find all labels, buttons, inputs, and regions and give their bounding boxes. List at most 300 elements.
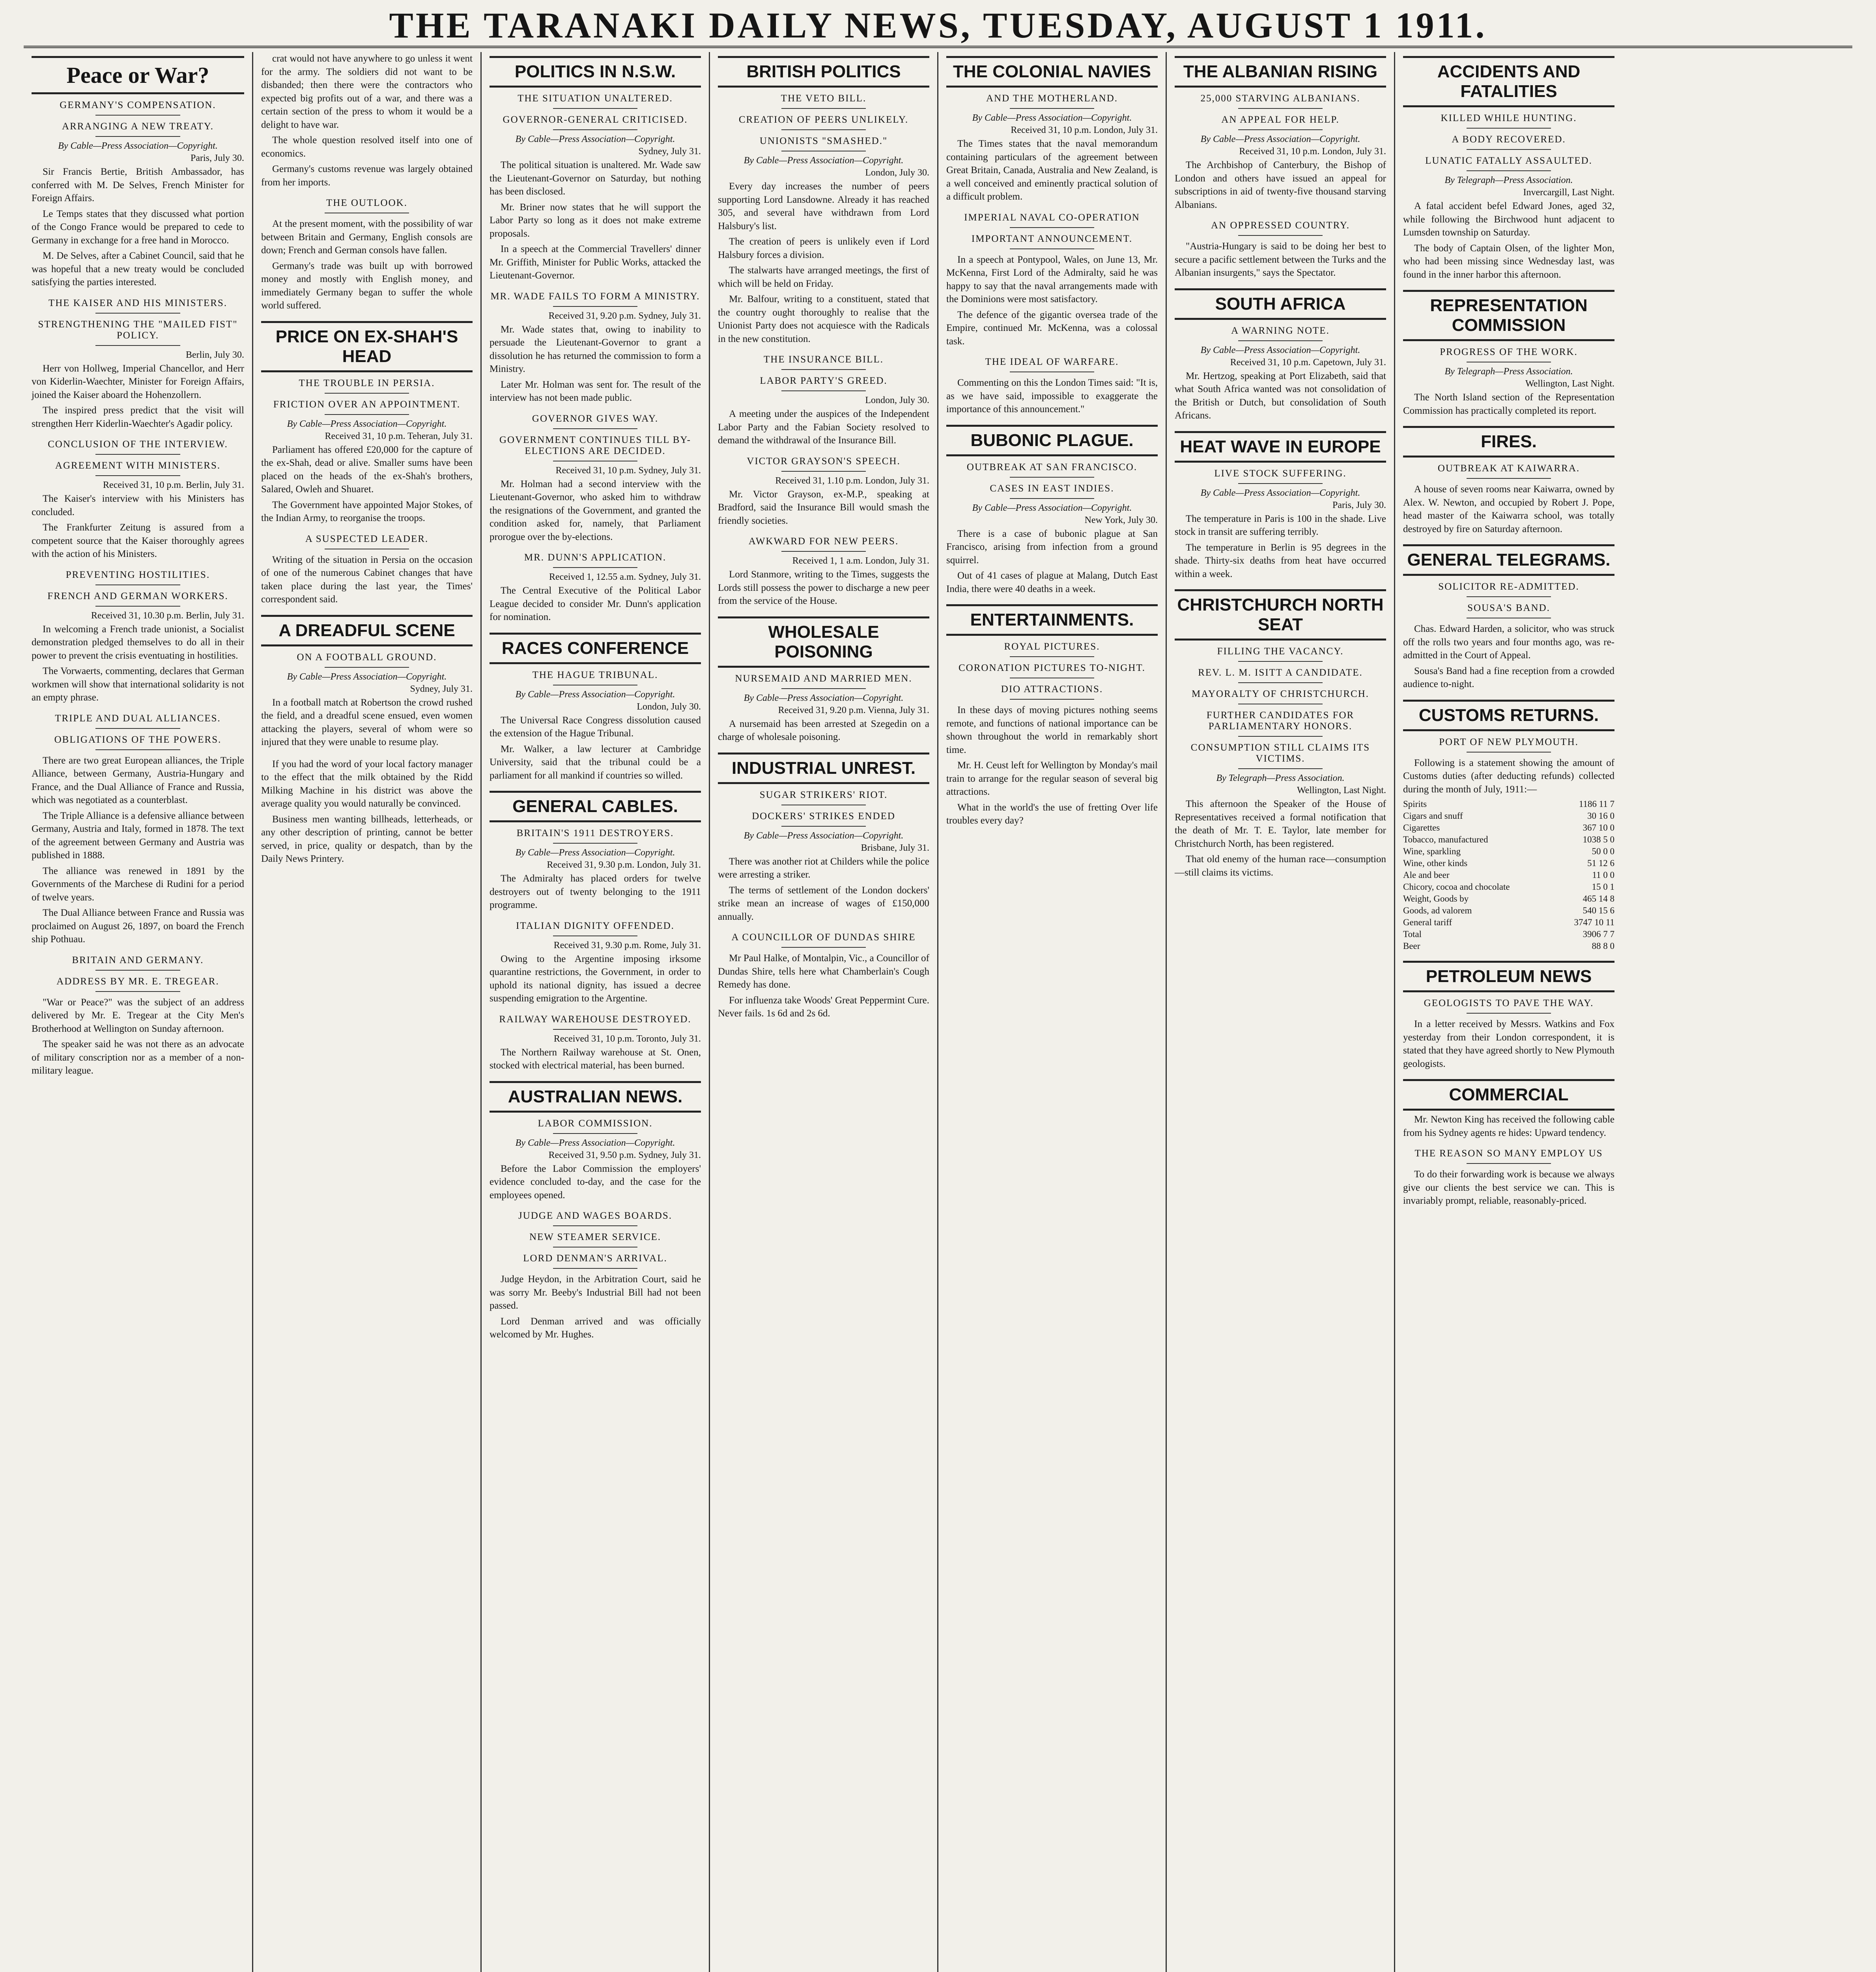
story-paragraph: What in the world's the use of fretting Over life troubles every day? bbox=[946, 802, 1158, 826]
story-subheading: PROGRESS OF THE WORK. bbox=[1440, 347, 1578, 357]
story-paragraph: The temperature in Paris is 100 in the shade. Live stock in transit are suffering terribly. bbox=[1175, 513, 1386, 537]
column-5 bbox=[937, 52, 1166, 1972]
story-dateline: By Cable—Press Association—Copyright. bbox=[1200, 134, 1360, 144]
column-4 bbox=[709, 52, 937, 1972]
table-cell-item: Cigars and snuff bbox=[1403, 811, 1463, 821]
story-dateline: By Cable—Press Association—Copyright. bbox=[1200, 345, 1360, 355]
story-subheading: GOVERNMENT CONTINUES TILL BY-ELECTIONS ARE DECIDED. bbox=[499, 434, 691, 456]
story bbox=[490, 633, 701, 782]
divider-rule bbox=[781, 129, 866, 130]
story-paragraph: Commenting on this the London Times said: "It is, as we have said, impossible to exaggerate the importance of this announcement." bbox=[946, 377, 1158, 415]
table-row bbox=[1403, 905, 1614, 917]
story-place-date: Received 31, 9.30 p.m. London, July 31. bbox=[547, 860, 701, 870]
divider-rule bbox=[1238, 235, 1323, 236]
story bbox=[490, 1014, 701, 1072]
table-cell-item: Goods, ad valorem bbox=[1403, 906, 1472, 915]
story-subheading: ADDRESS BY MR. E. TREGEAR. bbox=[56, 976, 219, 987]
story-subheading: UNIONISTS "SMASHED." bbox=[759, 136, 888, 146]
story-place-date: London, July 30. bbox=[865, 395, 929, 405]
story-headline: CUSTOMS RETURNS. bbox=[1403, 700, 1614, 731]
story-subheading: A WARNING NOTE. bbox=[1231, 325, 1330, 336]
story-subheading: ITALIAN DIGNITY OFFENDED. bbox=[516, 920, 675, 931]
story-subheading: THE INSURANCE BILL. bbox=[764, 354, 884, 365]
story-headline: Peace or War? bbox=[32, 56, 244, 94]
divider-rule bbox=[781, 471, 866, 472]
story-headline: ENTERTAINMENTS. bbox=[946, 604, 1158, 636]
divider-rule bbox=[325, 393, 409, 394]
story bbox=[261, 52, 473, 189]
story-dateline: By Telegraph—Press Association. bbox=[1216, 773, 1345, 783]
divider-rule bbox=[1010, 498, 1094, 499]
story-paragraph: That old enemy of the human race—consumption—still claims its victims. bbox=[1175, 854, 1386, 878]
story bbox=[1175, 56, 1386, 211]
story-headline: SOUTH AFRICA bbox=[1175, 288, 1386, 320]
story bbox=[718, 753, 929, 924]
story-paragraph: Following is a statement showing the amount of Customs duties (after deducting refunds) collected during the month of July, 1911:— bbox=[1403, 757, 1614, 795]
story-place-date: Wellington, Last Night. bbox=[1297, 785, 1386, 796]
story-subheading: FURTHER CANDIDATES FOR PARLIAMENTARY HONORS. bbox=[1206, 710, 1355, 732]
table-row bbox=[1403, 893, 1614, 905]
story-paragraph: Out of 41 cases of plague at Malang, Dutch East India, there were 40 deaths in a week. bbox=[946, 570, 1158, 594]
divider-rule bbox=[95, 475, 181, 476]
story-place-date: Paris, July 30. bbox=[1332, 500, 1386, 510]
story-place-date: Brisbane, July 31. bbox=[861, 842, 929, 853]
story-dateline: By Cable—Press Association—Copyright. bbox=[972, 113, 1132, 123]
story-subheading: THE OUTLOOK. bbox=[326, 198, 407, 208]
story-paragraph: Mr. Wade states that, owing to inability to persuade the Lieutenant-Governor to grant a dissolution he has returned the commission to form a Ministry. bbox=[490, 324, 701, 374]
story-subheading: BRITAIN'S 1911 DESTROYERS. bbox=[516, 828, 674, 838]
table-cell-item: General tariff bbox=[1403, 917, 1452, 927]
divider-rule bbox=[1010, 227, 1094, 228]
divider-rule bbox=[95, 136, 181, 137]
story-subheading: OUTBREAK AT KAIWARRA. bbox=[1437, 463, 1580, 474]
masthead-title: THE TARANAKI DAILY NEWS, TUESDAY, AUGUST 1 1911. bbox=[389, 5, 1487, 45]
story-paragraph: In a football match at Robertson the crowd rushed the field, and a dreadful scene ensued, even women attacking the players, several of whom were so injured that they were unable to resume play. bbox=[261, 697, 473, 747]
story-dateline: By Cable—Press Association—Copyright. bbox=[744, 693, 904, 703]
story-subheading: IMPORTANT ANNOUNCEMENT. bbox=[971, 233, 1133, 244]
story bbox=[1175, 288, 1386, 422]
story bbox=[1403, 56, 1614, 281]
story-place-date: New York, July 30. bbox=[1084, 515, 1158, 525]
divider-rule bbox=[1467, 752, 1551, 753]
story-place-date: Received 31, 10 p.m. Toronto, July 31. bbox=[553, 1033, 701, 1044]
story-paragraph: Le Temps states that they discussed what portion of the Congo France would be prepared to cede to Germany in exchange for a free hand in Morocco. bbox=[32, 208, 244, 246]
story-dateline: By Cable—Press Association—Copyright. bbox=[515, 848, 675, 858]
story-headline: CHRISTCHURCH NORTH SEAT bbox=[1175, 589, 1386, 641]
story-subheading: LORD DENMAN'S ARRIVAL. bbox=[523, 1253, 667, 1264]
story-subheading: ARRANGING A NEW TREATY. bbox=[62, 121, 214, 132]
story bbox=[490, 921, 701, 1005]
column-3 bbox=[480, 52, 709, 1972]
story-paragraph: The stalwarts have arranged meetings, the first of which will be held on Friday. bbox=[718, 265, 929, 289]
story-paragraph: Every day increases the number of peers supporting Lord Lansdowne. Already it has reached 305, and several have withdrawn from Lord Halsbury's list. bbox=[718, 181, 929, 232]
story-paragraph: In a speech at the Commercial Travellers' dinner Mr. Griffith, Minister for Public Works, attacked the Lieutenant-Governor. bbox=[490, 244, 701, 281]
story-place-date: Received 1, 12.55 a.m. Sydney, July 31. bbox=[549, 572, 701, 582]
story-place-date: Received 31, 10 p.m. London, July 31. bbox=[1239, 146, 1386, 157]
divider-rule bbox=[553, 306, 637, 307]
story-subheading: SOLICITOR RE-ADMITTED. bbox=[1438, 581, 1579, 592]
story-paragraph: Mr. Newton King has received the following cable from his Sydney agents re hides: Upward tendency. bbox=[1403, 1114, 1614, 1138]
story-headline: THE ALBANIAN RISING bbox=[1175, 56, 1386, 88]
story bbox=[718, 456, 929, 528]
story-subheading: OBLIGATIONS OF THE POWERS. bbox=[54, 734, 222, 745]
story-paragraph: Owing to the Argentine imposing irksome quarantine restrictions, the Government, in order to uphold its national dignity, has issued a decree suspending emigration to the Argentine. bbox=[490, 953, 701, 1004]
story-dateline: By Cable—Press Association—Copyright. bbox=[744, 155, 904, 166]
table-cell-item: Cigarettes bbox=[1403, 823, 1440, 833]
divider-rule bbox=[1010, 248, 1094, 249]
story-place-date: Received 31, 10 p.m. London, July 31. bbox=[1011, 125, 1158, 135]
divider-rule bbox=[1467, 128, 1551, 129]
table-row bbox=[1403, 940, 1614, 952]
story bbox=[1403, 1148, 1614, 1208]
story bbox=[32, 56, 244, 289]
table-row bbox=[1403, 857, 1614, 869]
story bbox=[718, 536, 929, 608]
story-paragraph: Writing of the situation in Persia on the occasion of one of the numerous Cabinet changes that have taken place during the last year, the Times' correspondent said. bbox=[261, 554, 473, 605]
story-subheading: PORT OF NEW PLYMOUTH. bbox=[1439, 736, 1579, 747]
story-headline: REPRESENTATION COMMISSION bbox=[1403, 290, 1614, 341]
story-subheading: NEW STEAMER SERVICE. bbox=[529, 1232, 661, 1242]
story-paragraph: The Times states that the naval memorandum containing particulars of the agreement between Great Britain, Canada, Australia and New Zealand, is a well conceived and eminently practical solution of a difficult problem. bbox=[946, 138, 1158, 202]
story-subheading: MR. WADE FAILS TO FORM A MINISTRY. bbox=[490, 291, 700, 302]
divider-rule bbox=[95, 606, 181, 607]
table-row bbox=[1403, 834, 1614, 846]
story-paragraph: Judge Heydon, in the Arbitration Court, said he was sorry Mr. Beeby's Industrial Bill had not been passed. bbox=[490, 1274, 701, 1311]
story bbox=[490, 291, 701, 405]
story bbox=[946, 425, 1158, 596]
table-row bbox=[1403, 917, 1614, 928]
story-place-date: Paris, July 30. bbox=[190, 153, 244, 163]
story-paragraph: The alliance was renewed in 1891 by the Governments of the Marchese di Rudini for a period of twelve years. bbox=[32, 865, 244, 903]
divider-rule bbox=[1238, 736, 1323, 737]
divider-rule bbox=[1238, 483, 1323, 484]
divider-rule bbox=[1010, 108, 1094, 109]
story-paragraph: In these days of moving pictures nothing seems remote, and functions of national importance can be shown throughout the world in remarkably short time. bbox=[946, 705, 1158, 755]
story-paragraph: The body of Captain Olsen, of the lighter Mon, who had been missing since Wednesday last, was found in the inner harbor this afternoon. bbox=[1403, 243, 1614, 280]
table-row bbox=[1403, 869, 1614, 881]
divider-rule bbox=[325, 667, 409, 668]
story-paragraph: There was another riot at Childers while the police were arresting a striker. bbox=[718, 856, 929, 880]
story-subheading: GOVERNOR-GENERAL CRITICISED. bbox=[503, 114, 688, 125]
story-subheading: THE KAISER AND HIS MINISTERS. bbox=[48, 297, 228, 308]
story-subheading: RAILWAY WAREHOUSE DESTROYED. bbox=[499, 1014, 691, 1025]
divider-rule bbox=[1010, 656, 1094, 657]
story-subheading: A BODY RECOVERED. bbox=[1452, 134, 1566, 145]
story-place-date: London, July 30. bbox=[637, 701, 701, 712]
story-place-date: London, July 30. bbox=[865, 168, 929, 178]
story-paragraph: In a letter received by Messrs. Watkins and Fox yesterday from their London correspondent, it is stated that they have agreed shortly to New Plymouth geologists. bbox=[1403, 1019, 1614, 1069]
divider-rule bbox=[553, 1225, 637, 1226]
story bbox=[490, 552, 701, 624]
table-row bbox=[1403, 846, 1614, 857]
story-paragraph: A fatal accident befel Edward Jones, aged 32, while following the Birchwood hunt adjacent to Lumsden township on Saturday. bbox=[1403, 201, 1614, 238]
story-subheading: A COUNCILLOR OF DUNDAS SHIRE bbox=[731, 932, 916, 943]
story-paragraph: Before the Labor Commission the employers' evidence concluded to-day, and the case for the employees opened. bbox=[490, 1163, 701, 1201]
column-7 bbox=[1394, 52, 1622, 1972]
story-dateline: By Cable—Press Association—Copyright. bbox=[744, 830, 904, 841]
story-paragraph: The defence of the gigantic oversea trade of the Empire, continued Mr. McKenna, was a colossal task. bbox=[946, 309, 1158, 347]
story-paragraph: A house of seven rooms near Kaiwarra, owned by Alex. W. Newton, and occupied by Robert J. Pope, head master of the Kaiwarra school, was totally destroyed by fire on Saturday afternoon. bbox=[1403, 484, 1614, 534]
divider-rule bbox=[553, 129, 637, 130]
story-paragraph: Parliament has offered £20,000 for the capture of the ex-Shah, dead or alive. Smaller sums have been placed on the heads of the ex-Shah's brothers, Salared, Owleh and Shuaret. bbox=[261, 444, 473, 495]
story-paragraph: "War or Peace?" was the subject of an address delivered by Mr. E. Tregear at the City Men's Brotherhood at Wellington on Sunday afternoon. bbox=[32, 997, 244, 1034]
story-paragraph: There is a case of bubonic plague at San Francisco, arising from infection from a ground squirrel. bbox=[946, 528, 1158, 566]
story bbox=[718, 616, 929, 744]
story bbox=[1403, 544, 1614, 691]
story bbox=[718, 932, 929, 1020]
story-subheading: AND THE MOTHERLAND. bbox=[986, 93, 1118, 104]
story-headline: GENERAL CABLES. bbox=[490, 791, 701, 822]
story-headline: BUBONIC PLAGUE. bbox=[946, 425, 1158, 456]
table-row bbox=[1403, 798, 1614, 810]
story-paragraph: Sousa's Band had a fine reception from a crowded audience to-night. bbox=[1403, 665, 1614, 689]
divider-rule bbox=[1467, 596, 1551, 597]
story-subheading: CASES IN EAST INDIES. bbox=[990, 483, 1114, 494]
story-headline: A DREADFUL SCENE bbox=[261, 615, 473, 646]
story-dateline: By Cable—Press Association—Copyright. bbox=[972, 502, 1132, 513]
story-subheading: FRENCH AND GERMAN WORKERS. bbox=[47, 590, 228, 601]
table-cell-item: Weight, Goods by bbox=[1403, 894, 1469, 904]
story-subheading: SUGAR STRIKERS' RIOT. bbox=[759, 789, 888, 800]
story-paragraph: Germany's trade was built up with borrowed money and mostly with English money, and immediately Germany began to suffer the whole world suffered. bbox=[261, 260, 473, 311]
story-paragraph: The North Island section of the Representation Commission has practically completed its report. bbox=[1403, 392, 1614, 416]
story-subheading: JUDGE AND WAGES BOARDS. bbox=[518, 1210, 673, 1221]
story bbox=[261, 198, 473, 312]
story bbox=[32, 570, 244, 704]
story-place-date: Received 31, 10 p.m. Capetown, July 31. bbox=[1230, 357, 1386, 368]
table-cell-item: Beer bbox=[1403, 941, 1420, 951]
divider-rule bbox=[781, 369, 866, 370]
story-subheading: ROYAL PICTURES. bbox=[1004, 641, 1100, 652]
story-place-date: Received 1, 1 a.m. London, July 31. bbox=[792, 556, 929, 566]
story-subheading: STRENGTHENING THE "MAILED FIST" POLICY. bbox=[38, 319, 238, 341]
story bbox=[1175, 431, 1386, 581]
table-cell-amount: 367 10 0 bbox=[1583, 823, 1614, 833]
story-paragraph: The Frankfurter Zeitung is assured from a competent source that the Kaiser thoroughly agrees with the action of his Ministers. bbox=[32, 522, 244, 559]
story-subheading: THE HAGUE TRIBUNAL. bbox=[532, 669, 658, 680]
divider-rule bbox=[95, 970, 181, 971]
table-row bbox=[1403, 822, 1614, 834]
story-subheading: THE IDEAL OF WARFARE. bbox=[985, 357, 1119, 367]
story-subheading: THE VETO BILL. bbox=[781, 93, 867, 104]
divider-rule bbox=[1238, 340, 1323, 341]
story-headline: PETROLEUM NEWS bbox=[1403, 961, 1614, 992]
story-paragraph: The Dual Alliance between France and Russia was proclaimed on August 26, 1897, on board the French ship Pothuau. bbox=[32, 908, 244, 945]
story-headline: FIRES. bbox=[1403, 426, 1614, 458]
divider-rule bbox=[95, 115, 181, 116]
story-headline: HEAT WAVE IN EUROPE bbox=[1175, 431, 1386, 463]
story-paragraph: The Admiralty has placed orders for twelve destroyers out of twenty belonging to the 1911 programme. bbox=[490, 873, 701, 910]
table-cell-amount: 11 0 0 bbox=[1592, 870, 1614, 880]
table-cell-item: Spirits bbox=[1403, 799, 1427, 809]
story-paragraph: This afternoon the Speaker of the House of Representatives received a formal notification that the death of Mr. T. E. Taylor, late member for Christchurch North, has been registered. bbox=[1175, 799, 1386, 849]
story bbox=[946, 604, 1158, 827]
story-subheading: AWKWARD FOR NEW PEERS. bbox=[748, 536, 899, 547]
story-paragraph: Mr. H. Ceust left for Wellington by Monday's mail train to arrange for the regular season of several big attractions. bbox=[946, 760, 1158, 797]
story-subheading: CONSUMPTION STILL CLAIMS ITS VICTIMS. bbox=[1190, 742, 1370, 764]
story-paragraph: Later Mr. Holman was sent for. The result of the interview has not been made public. bbox=[490, 379, 701, 403]
story-paragraph: crat would not have anywhere to go unless it went for the army. The soldiers did not want to be disbanded; then there were the contractors who expected big profits out of a war, and there was a certain section of the press to whom it would be a delight to have war. bbox=[261, 53, 473, 130]
story-place-date: Received 31, 1.10 p.m. London, July 31. bbox=[775, 475, 929, 486]
table-cell-amount: 3906 7 7 bbox=[1583, 929, 1614, 939]
story-paragraph: For influenza take Woods' Great Peppermint Cure. Never fails. 1s 6d and 2s 6d. bbox=[718, 995, 929, 1019]
divider-rule bbox=[1238, 108, 1323, 109]
story-paragraph: The inspired press predict that the visit will strengthen Herr Kiderlin-Waechter's Agadir policy. bbox=[32, 405, 244, 429]
table-cell-amount: 15 0 1 bbox=[1592, 882, 1614, 892]
story-paragraph: The Triple Alliance is a defensive alliance between Germany, Austria and Italy, formed in 1878. The text of the agreement between Germany and Austria was published in 1888. bbox=[32, 810, 244, 861]
story-subheading: FRICTION OVER AN APPOINTMENT. bbox=[273, 399, 461, 410]
divider-rule bbox=[781, 688, 866, 689]
table-cell-amount: 465 14 8 bbox=[1583, 894, 1614, 904]
masthead bbox=[24, 5, 1852, 48]
divider-rule bbox=[781, 947, 866, 948]
story-dateline: By Cable—Press Association—Copyright. bbox=[515, 689, 675, 700]
story-paragraph: Chas. Edward Harden, a solicitor, who was struck off the rolls two years and four months ago, was re-admitted in the Court of Appeal. bbox=[1403, 624, 1614, 661]
story-subheading: GOVERNOR GIVES WAY. bbox=[532, 413, 659, 424]
story-place-date: Received 31, 10 p.m. Sydney, July 31. bbox=[555, 465, 701, 476]
column-2 bbox=[252, 52, 480, 1972]
story-paragraph: Mr Paul Halke, of Montalpin, Vic., a Councillor of Dundas Shire, tells here what Chamberlain's Cough Remedy has done. bbox=[718, 953, 929, 990]
story-paragraph: The Kaiser's interview with his Ministers has concluded. bbox=[32, 493, 244, 517]
story-paragraph: The temperature in Berlin is 95 degrees in the shade. Thirty-six deaths from heat have occurred within a week. bbox=[1175, 542, 1386, 579]
story-paragraph: Business men wanting billheads, letterheads, or any other description of printing, cannot be better served, in price, quality or despatch, than by the Daily News Printery. bbox=[261, 814, 473, 864]
story-headline: BRITISH POLITICS bbox=[718, 56, 929, 88]
divider-rule bbox=[781, 390, 866, 391]
story-place-date: Invercargill, Last Night. bbox=[1523, 187, 1614, 198]
story-subheading: LIVE STOCK SUFFERING. bbox=[1214, 468, 1347, 479]
story bbox=[261, 758, 473, 866]
story-paragraph: The Universal Race Congress dissolution caused the extension of the Hague Tribunal. bbox=[490, 715, 701, 739]
story-subheading: DOCKERS' STRIKES ENDED bbox=[752, 810, 895, 822]
divider-rule bbox=[95, 749, 181, 750]
story-headline: RACES CONFERENCE bbox=[490, 633, 701, 664]
story-subheading: THE SITUATION UNALTERED. bbox=[518, 93, 673, 104]
story-paragraph: There are two great European alliances, the Triple Alliance, between Germany, Austria-Hungary and France, and the Dual Alliance of France and Russia, which was negotiated as a counterblast. bbox=[32, 755, 244, 805]
divider-rule bbox=[781, 551, 866, 552]
story-subheading: CONCLUSION OF THE INTERVIEW. bbox=[48, 439, 228, 450]
story-paragraph: To do their forwarding work is because we always give our clients the best service we can. This is invariably prompt, reliable, reasonably-priced. bbox=[1403, 1169, 1614, 1206]
story-subheading: SOUSA'S BAND. bbox=[1467, 603, 1550, 613]
divider-rule bbox=[1467, 170, 1551, 171]
story-subheading: LABOR COMMISSION. bbox=[538, 1118, 653, 1129]
story-place-date: Received 31, 9.50 p.m. Sydney, July 31. bbox=[548, 1150, 701, 1160]
story-subheading: LUNATIC FATALLY ASSAULTED. bbox=[1425, 155, 1592, 166]
story-paragraph: A meeting under the auspices of the Independent Labor Party and the Fabian Society resolved to demand the withdrawal of the Insurance Bill. bbox=[718, 409, 929, 446]
story-paragraph: Herr von Hollweg, Imperial Chancellor, and Herr von Kiderlin-Waechter, Minister for Foreign Affairs, joined the Kaiser aboard the Hohenzollern. bbox=[32, 363, 244, 400]
story-headline: PRICE ON EX-SHAH'S HEAD bbox=[261, 321, 473, 372]
story bbox=[32, 298, 244, 431]
story bbox=[946, 357, 1158, 416]
story-paragraph: The Northern Railway warehouse at St. Onen, stocked with electrical material, has been burned. bbox=[490, 1047, 701, 1071]
story-headline: ACCIDENTS AND FATALITIES bbox=[1403, 56, 1614, 107]
story-paragraph: If you had the word of your local factory manager to the effect that the milk obtained by the Ridd Milking Machine in his district was above the average quality you would naturally be convinced. bbox=[261, 758, 473, 809]
story-place-date: Received 31, 9.20 p.m. Vienna, July 31. bbox=[778, 705, 929, 715]
story-place-date: Received 31, 9.20 p.m. Sydney, July 31. bbox=[548, 310, 701, 321]
story-subheading: CORONATION PICTURES TO-NIGHT. bbox=[959, 663, 1145, 673]
table-cell-amount: 540 15 6 bbox=[1583, 906, 1614, 915]
story-subheading: THE TROUBLE IN PERSIA. bbox=[299, 377, 435, 388]
divider-rule bbox=[95, 991, 181, 992]
story-subheading: AN APPEAL FOR HELP. bbox=[1221, 114, 1340, 125]
story-dateline: By Cable—Press Association—Copyright. bbox=[287, 671, 447, 682]
divider-rule bbox=[553, 1268, 637, 1269]
table-cell-amount: 3747 10 11 bbox=[1574, 917, 1614, 927]
story bbox=[490, 1210, 701, 1341]
story-paragraph: Mr. Victor Grayson, ex-M.P., speaking at Bradford, said the Insurance Bill would smash the friendly societies. bbox=[718, 489, 929, 526]
story-subheading: TRIPLE AND DUAL ALLIANCES. bbox=[55, 713, 221, 724]
story bbox=[490, 791, 701, 912]
story-headline: COMMERCIAL bbox=[1403, 1079, 1614, 1111]
divider-rule bbox=[1010, 699, 1094, 700]
divider-rule bbox=[95, 345, 181, 346]
divider-rule bbox=[95, 313, 181, 314]
story-subheading: FILLING THE VACANCY. bbox=[1217, 646, 1344, 657]
table-cell-amount: 1186 11 7 bbox=[1579, 799, 1614, 809]
story-paragraph: The creation of peers is unlikely even if Lord Halsbury forces a division. bbox=[718, 236, 929, 260]
story bbox=[1403, 700, 1614, 952]
divider-rule bbox=[1467, 1163, 1551, 1164]
divider-rule bbox=[553, 1133, 637, 1134]
story-subheading: GEOLOGISTS TO PAVE THE WAY. bbox=[1424, 998, 1594, 1008]
story-subheading: KILLED WHILE HUNTING. bbox=[1441, 113, 1577, 123]
table-cell-item: Wine, other kinds bbox=[1403, 858, 1468, 868]
story bbox=[1175, 220, 1386, 280]
story-dateline: By Cable—Press Association—Copyright. bbox=[515, 1137, 675, 1148]
story-dateline: By Cable—Press Association—Copyright. bbox=[287, 418, 447, 429]
story-place-date: Received 31, 10 p.m. Teheran, July 31. bbox=[325, 431, 473, 441]
story-paragraph: The Vorwaerts, commenting, declares that German workmen will show that international solidarity is not an empty phrase. bbox=[32, 666, 244, 703]
divider-rule bbox=[553, 567, 637, 568]
story-place-date: Sydney, July 31. bbox=[410, 683, 473, 694]
story bbox=[1175, 589, 1386, 879]
divider-rule bbox=[553, 843, 637, 844]
story bbox=[261, 615, 473, 749]
divider-rule bbox=[1238, 129, 1323, 130]
story-dateline: By Cable—Press Association—Copyright. bbox=[58, 141, 218, 151]
story-headline: POLITICS IN N.S.W. bbox=[490, 56, 701, 88]
table-cell-amount: 88 8 0 bbox=[1592, 941, 1614, 951]
column-6 bbox=[1166, 52, 1394, 1972]
story-paragraph: Germany's customs revenue was largely obtained from her imports. bbox=[261, 164, 473, 188]
story bbox=[261, 534, 473, 606]
table-cell-amount: 1038 5 0 bbox=[1583, 835, 1614, 844]
newspaper-columns bbox=[24, 52, 1852, 1972]
story-subheading: REV. L. M. ISITT A CANDIDATE. bbox=[1198, 667, 1363, 678]
table-cell-item: Chicory, cocoa and chocolate bbox=[1403, 882, 1510, 892]
story-paragraph: Mr. Hertzog, speaking at Port Elizabeth, said that what South Africa wanted was not consolidation of the British or Dutch, but consolidation of South Africans. bbox=[1175, 370, 1386, 421]
story-paragraph: Lord Denman arrived and was officially welcomed by Mr. Hughes. bbox=[490, 1316, 701, 1340]
story-paragraph: Mr. Briner now states that he will support the Labor Party so long as it does not make extreme proposals. bbox=[490, 202, 701, 239]
story-headline: INDUSTRIAL UNREST. bbox=[718, 753, 929, 784]
story bbox=[32, 713, 244, 946]
story-paragraph: At the present moment, with the possibility of war between Britain and Germany, English consols are down; French and German consols have fallen. bbox=[261, 218, 473, 256]
story-paragraph: The terms of settlement of the London dockers' strike mean an increase of wages of £150,000 annually. bbox=[718, 885, 929, 922]
story-paragraph: "Austria-Hungary is said to be doing her best to secure a pacific settlement between the Turks and the Albanian insurgents," says the Spectator. bbox=[1175, 241, 1386, 278]
story-place-date: Received 31, 10.30 p.m. Berlin, July 31. bbox=[91, 610, 244, 621]
story-paragraph: The speaker said he was not there as an advocate of military conscription nor as a member of a non-military league. bbox=[32, 1039, 244, 1076]
table-row bbox=[1403, 810, 1614, 822]
story bbox=[1403, 426, 1614, 536]
story-headline: GENERAL TELEGRAMS. bbox=[1403, 544, 1614, 576]
story bbox=[32, 439, 244, 561]
story-paragraph: The whole question resolved itself into one of economics. bbox=[261, 135, 473, 159]
story-paragraph: Lord Stanmore, writing to the Times, suggests the Lords still possess the power to discharge a new peer from the service of the House. bbox=[718, 569, 929, 606]
story-headline: AUSTRALIAN NEWS. bbox=[490, 1081, 701, 1113]
story-place-date: Received 31, 9.30 p.m. Rome, July 31. bbox=[553, 940, 701, 951]
story-subheading: LABOR PARTY'S GREED. bbox=[760, 375, 888, 386]
divider-rule bbox=[1238, 661, 1323, 662]
table-row bbox=[1403, 881, 1614, 893]
